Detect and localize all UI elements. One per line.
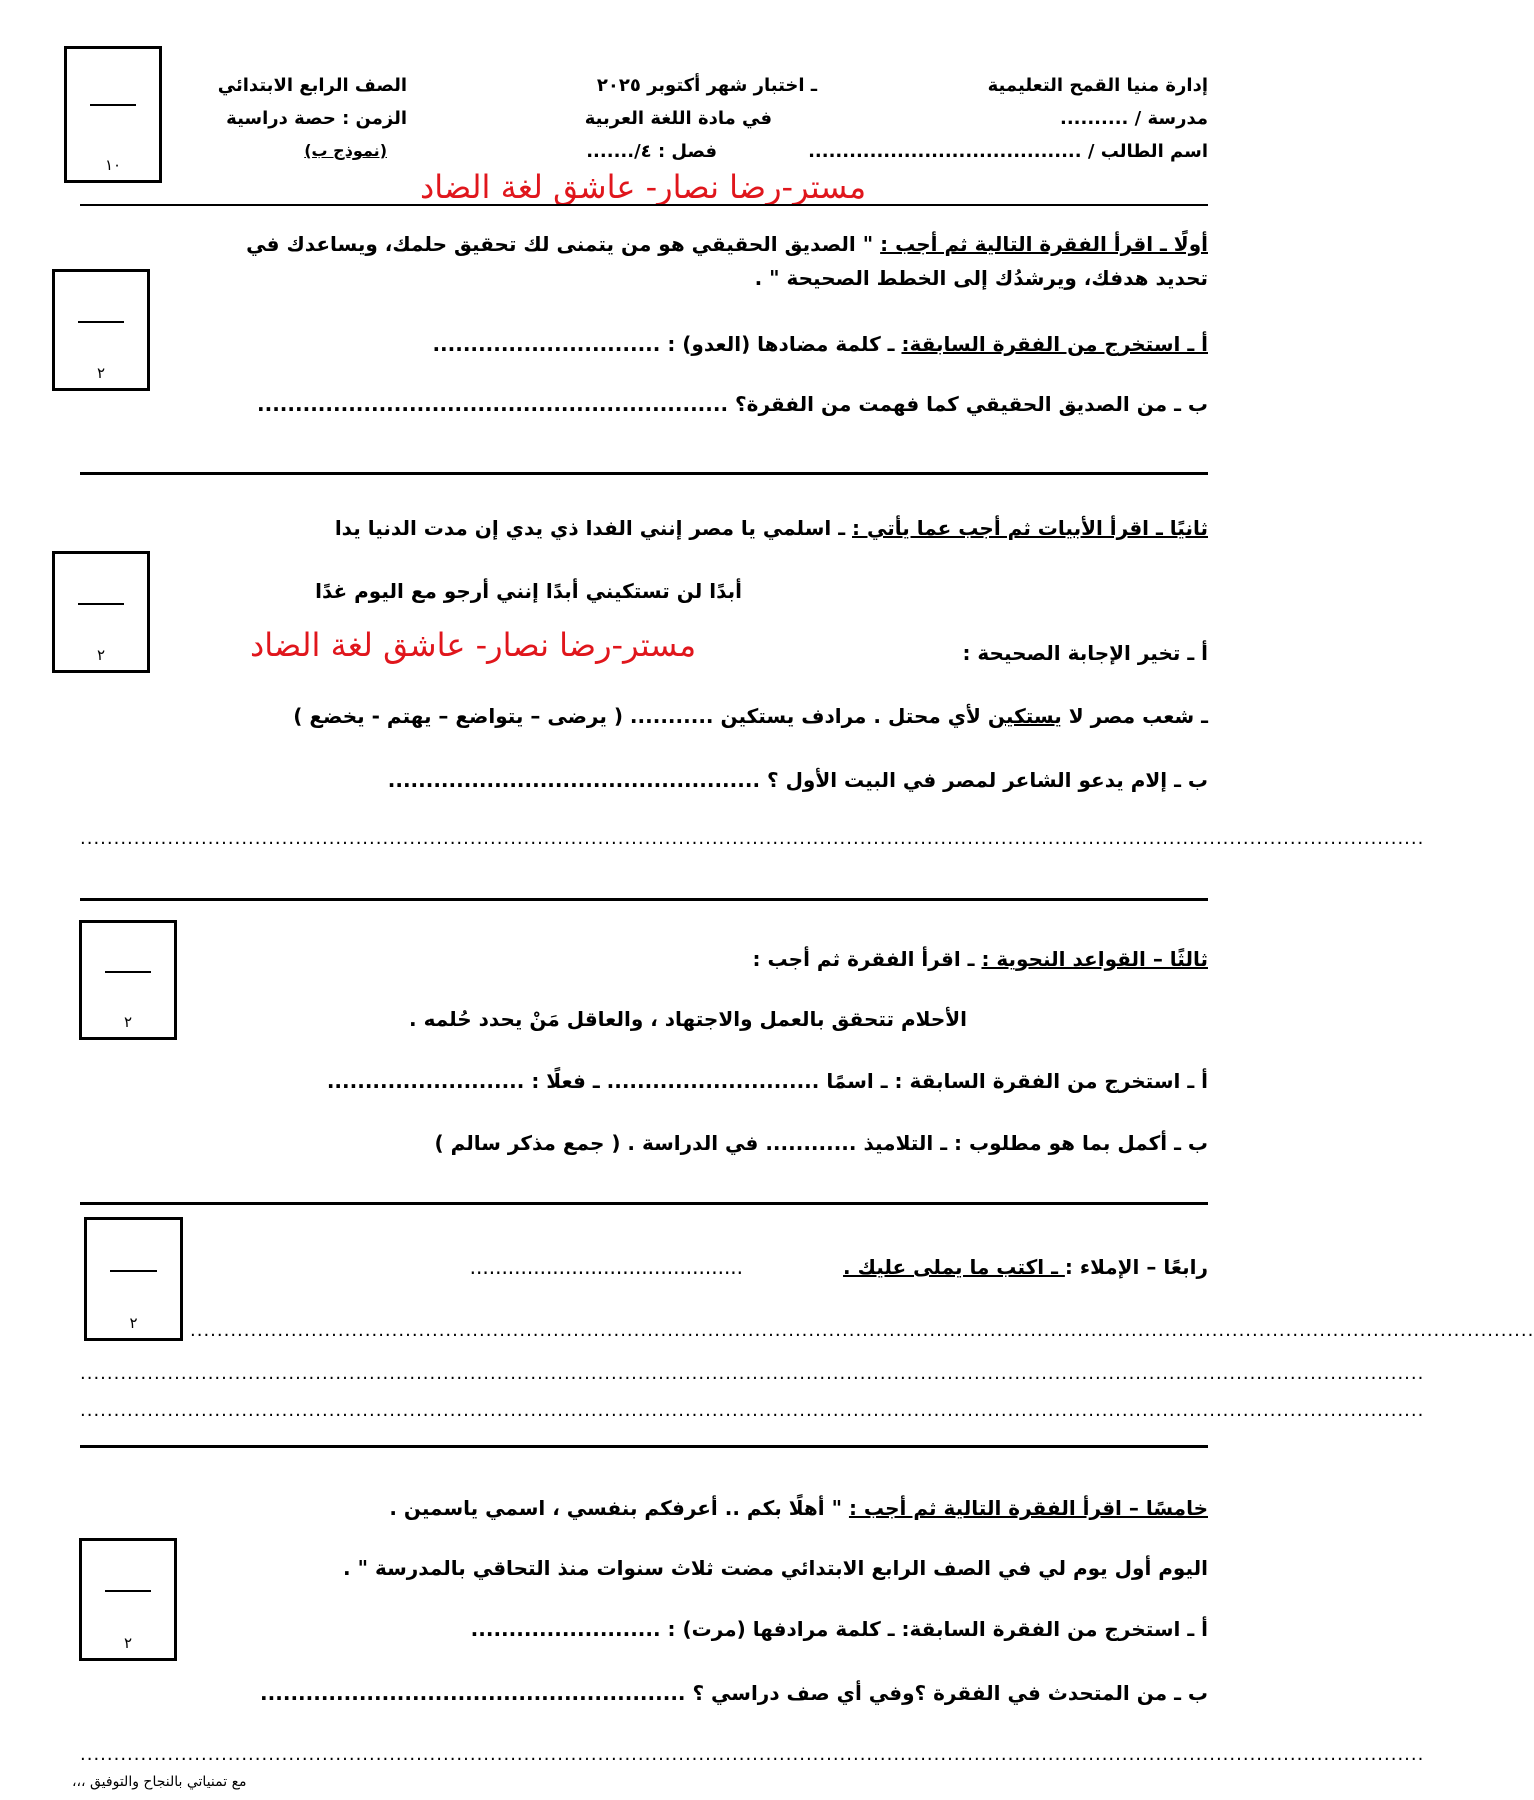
s2-verse2: أبدًا لن تستكيني أبدًا إنني أرجو مع اليوم غدًا xyxy=(315,579,742,603)
score-box-1 xyxy=(52,269,150,391)
answer-line: ........................................................................................................................................................................................................ xyxy=(80,828,1425,849)
s4-line1 xyxy=(470,1257,1208,1277)
s3-q-a: أ ـ استخرج من الفقرة السابقة : ـ اسمًا ............................ ـ فعلًا : .......................... xyxy=(326,1069,1208,1093)
header-time: الزمن : حصة دراسية xyxy=(226,108,407,129)
header-school: مدرسة / .......... xyxy=(1059,108,1208,129)
divider xyxy=(80,204,1208,206)
mark: ٢ xyxy=(96,646,106,664)
answer-line: ........................................................................................................................................................................................................ xyxy=(80,1744,1425,1765)
total-mark: ١٠ xyxy=(104,156,122,174)
s5-line1 xyxy=(389,1498,1208,1518)
s5-title: خامسًا – اقرأ الفقرة التالية ثم أجب : xyxy=(848,1496,1208,1520)
header-admin: إدارة منيا القمح التعليمية xyxy=(987,75,1208,96)
s2-q-a: أ ـ تخير الإجابة الصحيحة : xyxy=(962,641,1208,665)
mark: ٢ xyxy=(123,1013,133,1031)
s5-q-b: ب ـ من المتحدث في الفقرة ؟وفي أي صف دراسي ؟ ........................................................ xyxy=(260,1681,1208,1705)
score-box-3 xyxy=(79,920,177,1040)
s2-line1 xyxy=(335,518,1208,538)
mark: ٢ xyxy=(123,1634,133,1652)
s3-q-b: ب ـ أكمل بما هو مطلوب : ـ التلاميذ ............ في الدراسة . ( جمع مذكر سالم ) xyxy=(434,1131,1208,1155)
s1-line1 xyxy=(246,234,1208,254)
watermark-second: مستر-رضا نصار- عاشق لغة الضاد xyxy=(250,626,697,664)
answer-prompt: ـ كلمة مضادها (العدو) : .............................. xyxy=(432,332,902,356)
dictation-line: ........................................................................................................................................................................................................ xyxy=(80,1363,1425,1384)
s4-title: رابعًا – الإملاء : xyxy=(1064,1255,1208,1279)
text: ـ شعب مصر لا xyxy=(1061,704,1208,728)
mark: ٢ xyxy=(129,1314,138,1332)
total-score-box xyxy=(64,46,162,183)
dictation-line: ........................................................................................................................................................................................................ xyxy=(190,1320,1534,1341)
s3-line1 xyxy=(753,949,1208,969)
s2-choice-question xyxy=(293,706,1208,726)
key-word: يستكين xyxy=(987,704,1062,728)
s5-q-a: أ ـ استخرج من الفقرة السابقة: ـ كلمة مرادفها (مرت) : ......................... xyxy=(470,1617,1208,1641)
divider xyxy=(80,1445,1208,1448)
s3-title: ثالثًا – القواعد النحوية : xyxy=(981,947,1208,971)
divider xyxy=(80,1202,1208,1205)
s1-text: " الصديق الحقيقي هو من يتمنى لك تحقيق حلمك، ويساعدك في xyxy=(246,232,881,256)
divider xyxy=(80,472,1208,475)
s5-text2: اليوم أول يوم لي في الصف الرابع الابتدائي مضت ثلاث سنوات منذ التحاقي بالمدرسة " . xyxy=(343,1556,1208,1580)
header-model: (نموذج ب) xyxy=(304,141,387,160)
label: أ ـ استخرج من الفقرة السابقة: xyxy=(901,332,1208,356)
instruction: ـ اكتب ما يملى عليك . xyxy=(843,1255,1065,1279)
header-exam-title: ـ اختبار شهر أكتوبر ٢٠٢٥ xyxy=(596,75,817,96)
text: لأي محتل . مرادف يستكين ........... ( يرضى – يتواضع – يهتم - يخضع ) xyxy=(293,704,988,728)
verse: ـ اسلمي يا مصر إنني الفدا ذي يدي إن مدت الدنيا يدا xyxy=(334,516,852,540)
text: " أهلًا بكم .. أعرفكم بنفسي ، اسمي ياسمين . xyxy=(389,1496,849,1520)
score-box-5 xyxy=(79,1538,177,1661)
s1-q-b: ب ـ من الصديق الحقيقي كما فهمت من الفقرة؟ .............................................................. xyxy=(257,392,1208,416)
s2-q-b: ب ـ إلام يدعو الشاعر لمصر في البيت الأول ؟ ................................................. xyxy=(387,768,1208,792)
footer-wishes: مع تمنياتي بالنجاح والتوفيق ،،، xyxy=(72,1774,247,1790)
s1-text2: تحديد هدفك، ويرشدُك إلى الخطط الصحيحة " . xyxy=(754,266,1208,290)
instruction: ـ اقرأ الفقرة ثم أجب : xyxy=(752,947,982,971)
header-student-name: اسم الطالب / ........................................ xyxy=(808,141,1208,162)
s1-q-a xyxy=(432,334,1208,354)
header-grade: الصف الرابع الابتدائي xyxy=(217,75,407,96)
s2-title: ثانيًا ـ اقرأ الأبيات ثم أجب عما يأتي : xyxy=(852,516,1208,540)
score-box-2 xyxy=(52,551,150,673)
answer-dots: ........................................... xyxy=(469,1255,744,1279)
mark: ٢ xyxy=(96,364,106,382)
divider xyxy=(80,898,1208,901)
s3-sentence: الأحلام تتحقق بالعمل والاجتهاد ، والعاقل مَنْ يحدد حُلمه . xyxy=(409,1007,967,1031)
header-class: فصل : ٤/....... xyxy=(586,141,717,162)
header-subject: في مادة اللغة العربية xyxy=(584,108,772,129)
s1-title: أولًا ـ اقرأ الفقرة التالية ثم أجب : xyxy=(880,232,1208,256)
watermark-top: مستر-رضا نصار- عاشق لغة الضاد xyxy=(420,168,867,206)
score-box-4 xyxy=(84,1217,183,1341)
dictation-line: ........................................................................................................................................................................................................ xyxy=(80,1400,1425,1421)
